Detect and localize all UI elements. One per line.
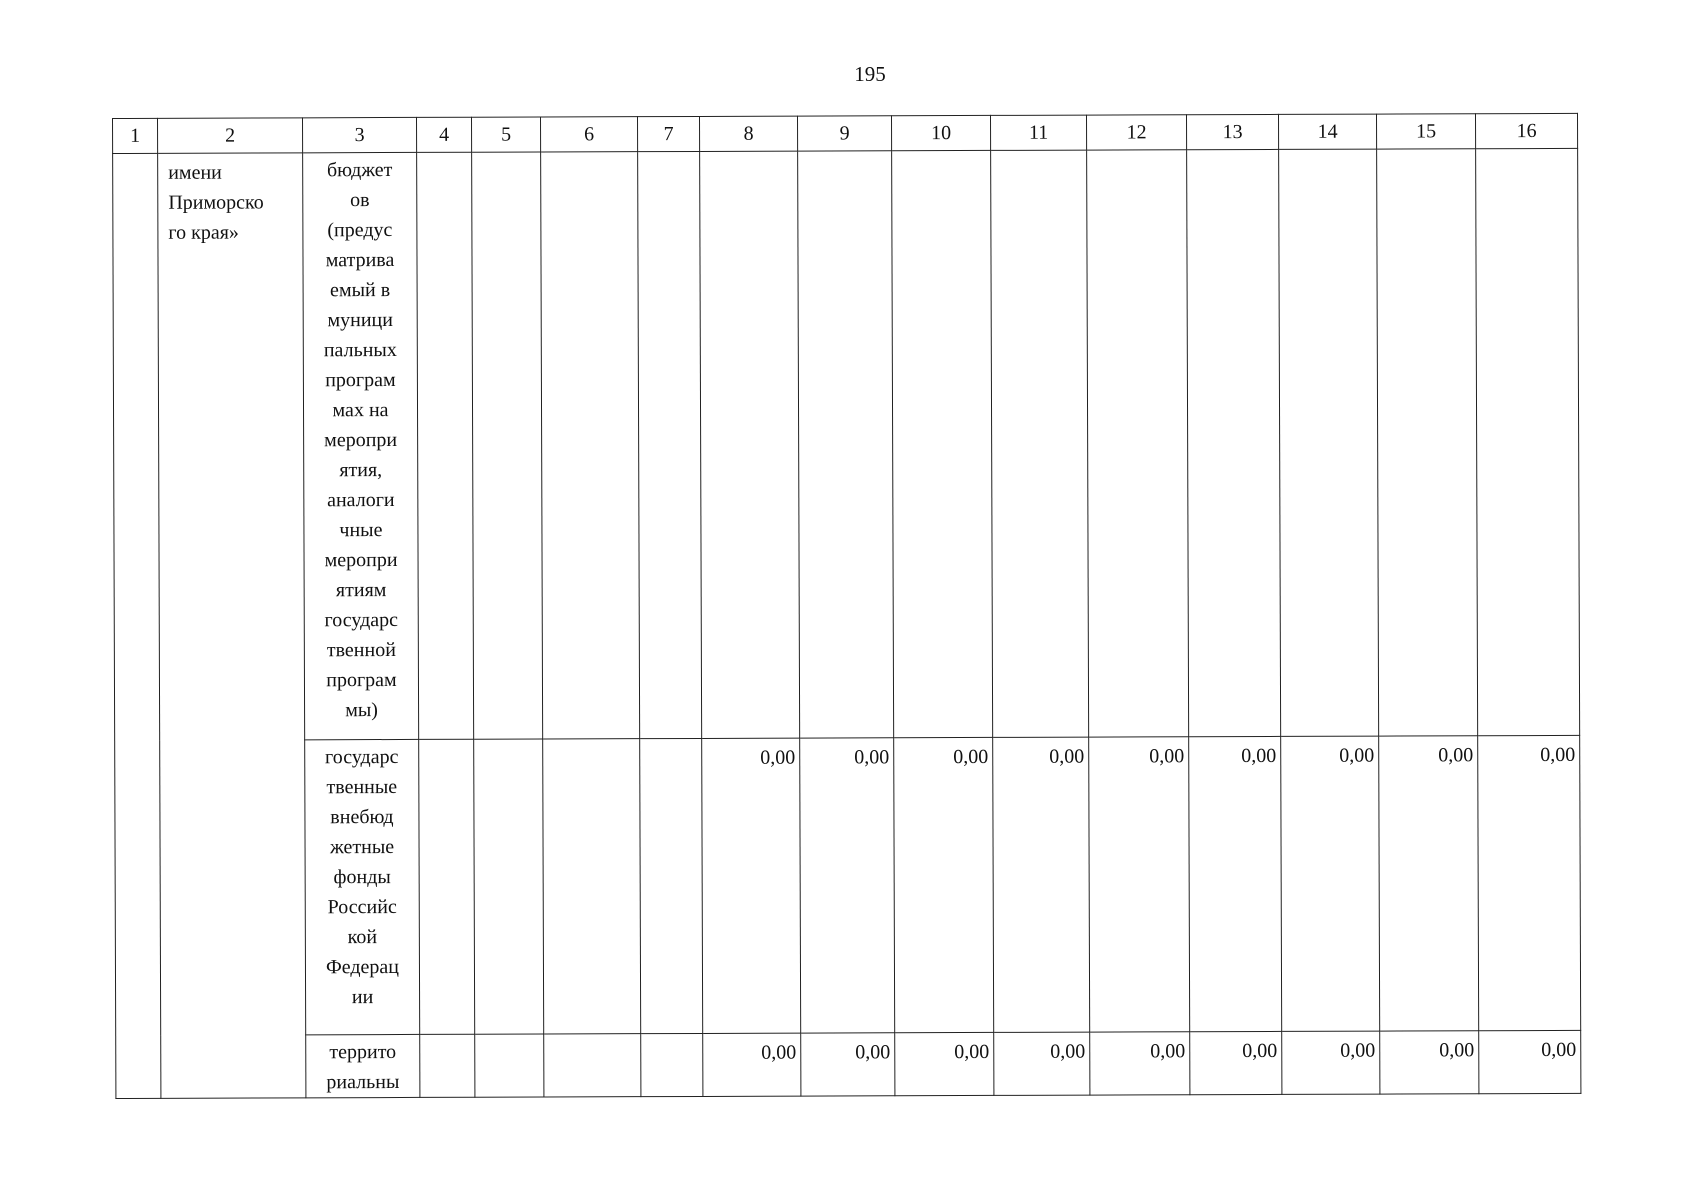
page-number: 195 bbox=[854, 62, 886, 86]
column-header-10: 10 bbox=[891, 115, 990, 150]
value-cell bbox=[1279, 149, 1379, 736]
cell-line: кой bbox=[347, 926, 378, 949]
empty-cell bbox=[417, 152, 474, 739]
value-cell: 0,00 bbox=[894, 737, 994, 1032]
cell-line: програм bbox=[325, 369, 396, 392]
column-header-6: 6 bbox=[540, 117, 637, 152]
cell-line: емый в bbox=[330, 279, 391, 302]
empty-cell bbox=[474, 739, 544, 1034]
cell-line: мах на bbox=[332, 399, 389, 422]
cell-line: програм bbox=[326, 669, 397, 692]
cell-line: матрива bbox=[325, 249, 395, 272]
cell-line: внебюд bbox=[330, 806, 394, 829]
empty-cell bbox=[475, 1034, 544, 1097]
cell-line: чные bbox=[339, 519, 383, 542]
value-cell: 0,00 bbox=[800, 738, 895, 1033]
budget-table-wrapper bbox=[112, 113, 1581, 1099]
funding-source-cell bbox=[305, 739, 420, 1034]
value-cell: 0,00 bbox=[1479, 1030, 1581, 1093]
column-header-16: 16 bbox=[1475, 113, 1577, 148]
value-cell bbox=[1187, 149, 1281, 736]
cell-line: государс bbox=[324, 609, 399, 632]
cell-line: пальных bbox=[323, 339, 397, 362]
cell-line: имени bbox=[168, 161, 222, 184]
column-header-8: 8 bbox=[699, 116, 797, 151]
cell-line: риальны bbox=[326, 1071, 400, 1094]
value-cell: 0,00 bbox=[1190, 1031, 1282, 1094]
value-cell: 0,00 bbox=[702, 738, 801, 1033]
value-cell: 0,00 bbox=[1090, 1032, 1190, 1095]
cell-line: террито bbox=[329, 1041, 397, 1064]
cell-line: Приморско bbox=[168, 191, 264, 214]
empty-cell bbox=[420, 1034, 475, 1097]
empty-cell bbox=[544, 1034, 641, 1097]
cell-line: фонды bbox=[333, 866, 391, 889]
budget-table bbox=[112, 113, 1581, 1099]
cell-line: меропри bbox=[324, 549, 398, 572]
cell-line: Российс bbox=[327, 896, 397, 919]
cell-line: твенные bbox=[326, 776, 398, 799]
table-row bbox=[115, 735, 1581, 1035]
value-cell: 0,00 bbox=[1089, 737, 1190, 1032]
column-header-13: 13 bbox=[1186, 114, 1278, 149]
cell-line: бюджет bbox=[326, 159, 393, 182]
cell-line: ов bbox=[350, 189, 370, 212]
value-cell: 0,00 bbox=[1282, 1031, 1380, 1094]
value-cell bbox=[1377, 149, 1478, 736]
value-cell bbox=[1476, 148, 1580, 735]
column-header-7: 7 bbox=[637, 116, 699, 151]
row-number-cell bbox=[113, 153, 161, 1098]
table-row bbox=[116, 1030, 1581, 1098]
empty-cell bbox=[543, 739, 641, 1034]
empty-cell bbox=[419, 739, 475, 1034]
program-name-cell bbox=[158, 153, 306, 1099]
empty-cell bbox=[472, 152, 543, 739]
cell-line: жетные bbox=[329, 836, 395, 859]
cell-line: (предус bbox=[327, 219, 393, 242]
value-cell: 0,00 bbox=[1379, 736, 1479, 1031]
cell-line: Федерац bbox=[325, 956, 400, 979]
value-cell bbox=[700, 151, 800, 738]
table-row bbox=[113, 148, 1580, 740]
column-header-15: 15 bbox=[1376, 114, 1475, 149]
value-cell: 0,00 bbox=[895, 1032, 994, 1095]
header-row bbox=[113, 113, 1578, 153]
value-cell: 0,00 bbox=[1380, 1031, 1479, 1094]
empty-cell bbox=[541, 152, 640, 739]
column-header-5: 5 bbox=[471, 117, 540, 152]
column-header-9: 9 bbox=[797, 116, 891, 151]
value-cell: 0,00 bbox=[1478, 735, 1581, 1030]
value-cell bbox=[892, 150, 993, 737]
column-header-14: 14 bbox=[1278, 114, 1376, 149]
empty-cell bbox=[640, 738, 703, 1033]
column-header-2: 2 bbox=[158, 118, 303, 154]
value-cell: 0,00 bbox=[1281, 736, 1380, 1031]
value-cell: 0,00 bbox=[703, 1033, 801, 1096]
empty-cell bbox=[641, 1033, 703, 1096]
cell-line: твенной bbox=[326, 639, 396, 662]
column-header-11: 11 bbox=[990, 115, 1086, 150]
cell-line: мы) bbox=[345, 699, 378, 722]
column-header-12: 12 bbox=[1086, 115, 1186, 150]
value-cell: 0,00 bbox=[993, 737, 1090, 1032]
value-cell bbox=[1087, 150, 1189, 737]
cell-line: ии bbox=[351, 986, 374, 1009]
value-cell bbox=[991, 150, 1089, 737]
cell-line: муници bbox=[327, 309, 393, 332]
empty-cell bbox=[638, 151, 702, 738]
column-header-3: 3 bbox=[303, 117, 417, 152]
cell-line: ятиям bbox=[335, 579, 387, 602]
cell-line: государс bbox=[324, 746, 399, 769]
cell-line: го края» bbox=[168, 221, 239, 244]
funding-source-cell bbox=[303, 152, 419, 739]
column-header-1: 1 bbox=[113, 118, 158, 153]
value-cell: 0,00 bbox=[994, 1032, 1090, 1095]
column-header-4: 4 bbox=[416, 117, 471, 152]
cell-line: меропри bbox=[324, 429, 398, 452]
value-cell bbox=[798, 151, 894, 738]
funding-source-cell bbox=[306, 1034, 420, 1097]
value-cell: 0,00 bbox=[1189, 736, 1282, 1031]
cell-line: ятия, bbox=[339, 459, 383, 482]
cell-line: аналоги bbox=[327, 489, 395, 512]
value-cell: 0,00 bbox=[801, 1033, 895, 1096]
